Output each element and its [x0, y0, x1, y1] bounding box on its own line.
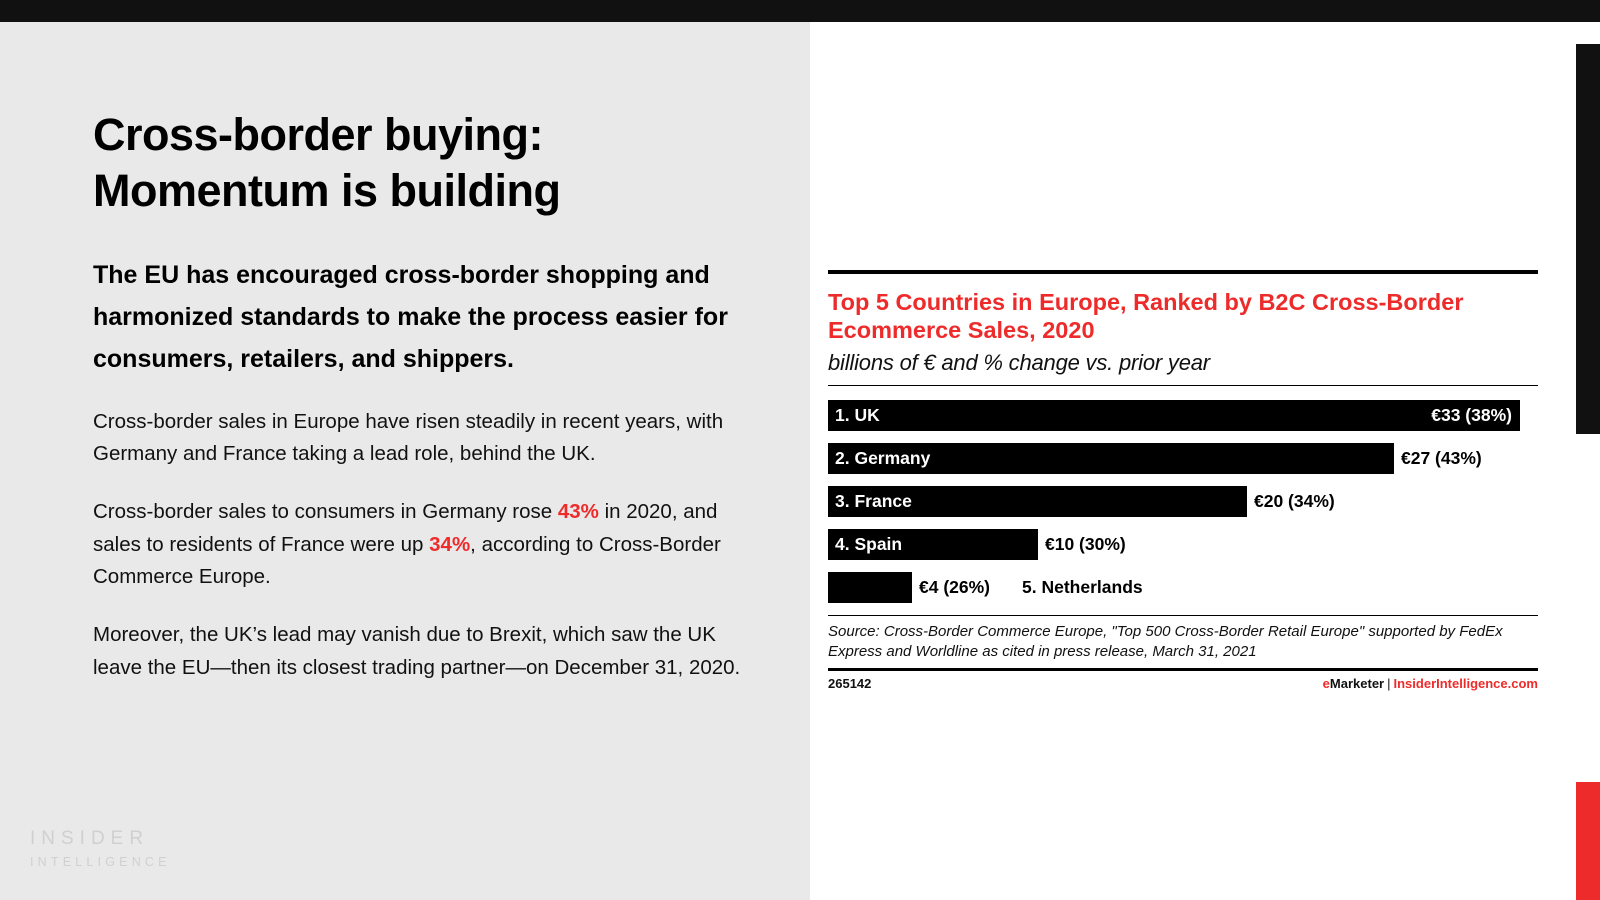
subheadline: The EU has encouraged cross-border shopping and harmonized standards to make the process easier for consumers, retailers, and shippers.	[93, 260, 728, 373]
right-chart-panel	[810, 22, 1600, 900]
bar-value-spain: €10 (30%)	[1045, 534, 1126, 555]
bar-value-germany: €27 (43%)	[1401, 448, 1482, 469]
logo-line-1: INSIDER	[30, 827, 150, 849]
para2-part2: in 2020, and sales to residents of France were up	[93, 500, 718, 556]
chart-footer	[828, 676, 1538, 691]
left-text-panel	[0, 22, 810, 900]
bar-row	[828, 529, 1538, 560]
chart-bottom-rule	[828, 668, 1538, 671]
bar-netherlands	[828, 572, 912, 603]
footer-site-link[interactable]: InsiderIntelligence.com	[1393, 676, 1538, 692]
chart-top-rule	[828, 270, 1538, 274]
chart-subtitle: billions of € and % change vs. prior year	[828, 350, 1210, 376]
chart-header-rule	[828, 385, 1538, 386]
emarketer-e: e	[1322, 676, 1330, 692]
body-paragraph-3: Moreover, the UK’s lead may vanish due to Brexit, which saw the UK leave the EU—then its closest trading partner—on December 31, 2020.	[93, 623, 741, 679]
logo-line-2: INTELLIGENCE	[30, 855, 171, 870]
para2-part3: , according to Cross-Border Commerce Europe.	[93, 532, 721, 588]
bar-germany	[828, 443, 1394, 474]
para2-highlight-43: 43%	[557, 500, 599, 524]
bar-spain	[828, 529, 1038, 560]
body-paragraph-2	[93, 496, 743, 593]
source-rule	[828, 615, 1538, 616]
para2-part1: Cross-border sales to consumers in Germany rose	[93, 500, 558, 524]
bar-row	[828, 572, 1538, 603]
footer-separator: |	[1387, 676, 1391, 692]
chart-title: Top 5 Countries in Europe, Ranked by B2C Cross-Border Ecommerce Sales, 2020	[828, 289, 1464, 344]
chart-id: 265142	[828, 676, 872, 692]
para2-highlight-34: 34%	[429, 532, 471, 556]
chart-card	[828, 270, 1538, 691]
bar-label-netherlands: 5. Netherlands	[1022, 577, 1143, 598]
right-edge-red-accent	[1576, 782, 1600, 900]
bar-value-netherlands: €4 (26%)	[919, 577, 991, 598]
bar-chart	[828, 400, 1538, 603]
bar-label-germany: 2. Germany	[835, 448, 931, 469]
emarketer-rest: Marketer	[1329, 676, 1385, 692]
bar-label-france: 3. France	[835, 491, 912, 512]
insider-intelligence-logo	[30, 825, 171, 872]
chart-source: Source: Cross-Border Commerce Europe, "Top 500 Cross-Border Retail Europe" supported by FedEx Express and Worldline as cited in press release, March 31, 2021	[828, 623, 1503, 660]
body-paragraph-1: Cross-border sales in Europe have risen steadily in recent years, with Germany and France taking a lead role, behind the UK.	[93, 409, 724, 465]
bar-row	[828, 400, 1538, 431]
brand-credit	[1323, 676, 1538, 691]
bar-value-uk: €33 (38%)	[1431, 405, 1512, 426]
bar-row	[828, 486, 1538, 517]
bar-label-spain: 4. Spain	[835, 534, 903, 555]
page-title: Cross-border buying: Momentum is building	[93, 109, 561, 217]
right-edge-black-accent	[1576, 44, 1600, 434]
top-black-bar	[0, 0, 1600, 22]
bar-row	[828, 443, 1538, 474]
bar-value-france: €20 (34%)	[1254, 491, 1335, 512]
bar-france	[828, 486, 1247, 517]
bar-uk	[828, 400, 1520, 431]
bar-label-uk: 1. UK	[835, 405, 880, 426]
